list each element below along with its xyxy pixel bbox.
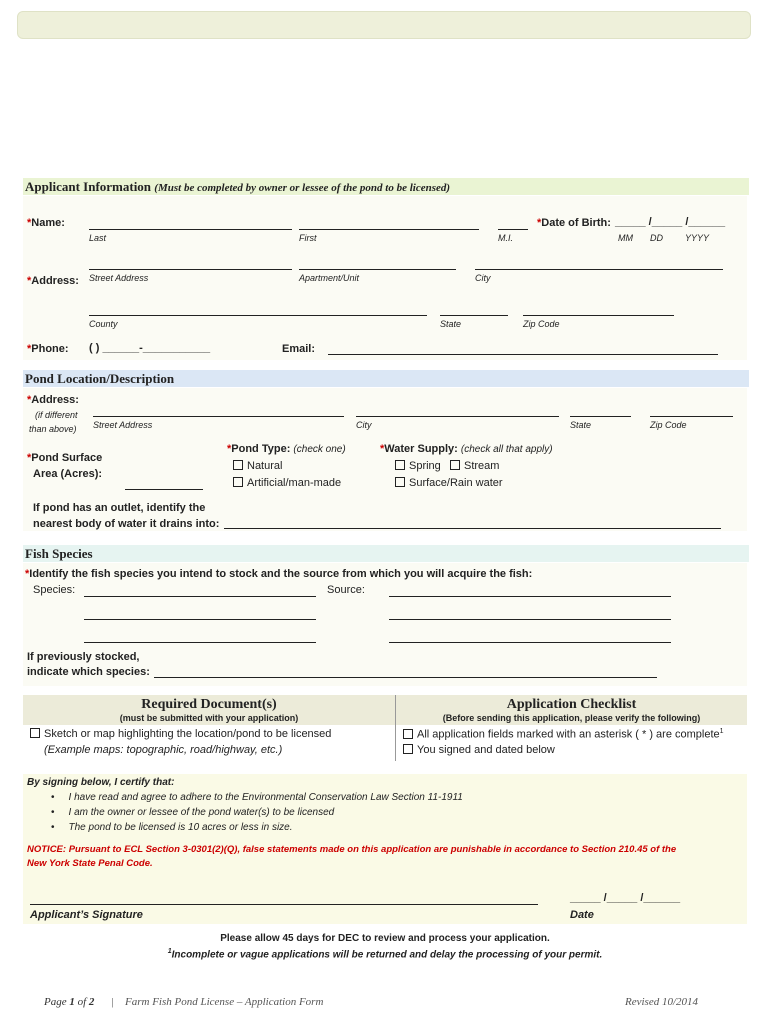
than-above-note: than above) bbox=[29, 424, 77, 434]
pond-sub-state: State bbox=[570, 420, 592, 430]
required-docs-subtitle: (must be submitted with your application) bbox=[119, 713, 299, 723]
checkbox-icon bbox=[403, 744, 413, 754]
if-different-note: (if different bbox=[35, 410, 78, 420]
previously-stocked-label-2: indicate which species: bbox=[27, 666, 150, 678]
allow-note: Please allow 45 days for DEC to review and process your application. bbox=[220, 933, 550, 944]
surface-label-1: Pond Surface bbox=[31, 452, 103, 464]
natural-checkbox[interactable] bbox=[233, 460, 282, 472]
page-number: Page 1 of 2 bbox=[44, 996, 95, 1008]
street-address-field[interactable] bbox=[89, 269, 292, 270]
bullet-icon: • bbox=[51, 822, 55, 833]
surface-label-2: Area (Acres): bbox=[33, 468, 103, 480]
notice-line-2: New York State Penal Code. bbox=[27, 858, 153, 869]
pond-sub-street: Street Address bbox=[93, 420, 153, 430]
water-supply-label: Water Supply: bbox=[384, 443, 458, 455]
email-field[interactable] bbox=[328, 354, 718, 355]
certify-bullet-text-3: The pond to be licensed is 10 acres or less in size. bbox=[68, 822, 293, 833]
surface-rain-checkbox[interactable] bbox=[395, 477, 503, 489]
species-field-1[interactable] bbox=[84, 596, 316, 597]
stream-checkbox[interactable] bbox=[450, 460, 499, 472]
middle-initial-field[interactable] bbox=[498, 229, 528, 230]
bullet-icon: • bbox=[51, 807, 55, 818]
asterisk-fields-checkbox[interactable] bbox=[403, 728, 724, 741]
apartment-field[interactable] bbox=[299, 269, 456, 270]
checkbox-icon bbox=[30, 728, 40, 738]
certify-bullet-3 bbox=[51, 822, 293, 833]
sub-mi: M.I. bbox=[498, 233, 513, 243]
surface-rain-label: Surface/Rain water bbox=[409, 477, 503, 489]
pond-section: *Address: (if different than above) Street Address City State Zip Code *Pond Surface Area (Acres): *Pond Type: (check one) Natural Artificial/man-made *Water Supply: (check all that apply) Spring Stream Surface/Rain water If pond has an outlet, identify the nearest body of water it drains into: bbox=[23, 388, 747, 531]
pond-type-hint: (check one) bbox=[293, 444, 346, 455]
fish-section: *Identify the fish species you intend to stock and the source from which you will acquire the fish: Species: Source: If previously stocked, indicate which species: bbox=[23, 563, 747, 686]
artificial-checkbox[interactable] bbox=[233, 477, 341, 489]
sub-dd: DD bbox=[650, 233, 663, 243]
checkbox-icon bbox=[403, 729, 413, 739]
checkbox-icon bbox=[233, 460, 243, 470]
form-name: Farm Fish Pond License – Application Form bbox=[125, 996, 324, 1008]
sub-street: Street Address bbox=[89, 273, 149, 283]
first-name-field[interactable] bbox=[299, 229, 479, 230]
applicant-section: *Name: *Date of Birth: _____ /_____ /______ Last First M.I. MM DD YYYY *Address: Street Address Apartment/Unit City County State Zip Code *Phone: ( ) ______-___________ Email: bbox=[23, 196, 747, 360]
sub-first: First bbox=[299, 233, 317, 243]
sub-apartment: Apartment/Unit bbox=[299, 273, 360, 283]
sub-yyyy: YYYY bbox=[685, 233, 710, 243]
dob-field[interactable]: _____ /_____ /______ bbox=[615, 216, 726, 228]
applicant-section-header bbox=[23, 178, 749, 195]
outlet-label-1: If pond has an outlet, identify the bbox=[33, 502, 206, 514]
certify-bullet-2 bbox=[51, 807, 334, 818]
checklist-title: Application Checklist bbox=[506, 697, 637, 712]
certify-bullet-1 bbox=[51, 792, 463, 803]
pond-city-field[interactable] bbox=[356, 416, 559, 417]
applicant-title: Applicant Information bbox=[25, 179, 152, 194]
signature-label: Applicant’s Signature bbox=[30, 909, 143, 921]
sub-mm: MM bbox=[618, 233, 633, 243]
pond-sub-city: City bbox=[356, 420, 372, 430]
artificial-label: Artificial/man-made bbox=[247, 477, 342, 489]
pond-street-field[interactable] bbox=[93, 416, 344, 417]
signature-field[interactable] bbox=[30, 904, 538, 905]
checkbox-icon bbox=[233, 477, 243, 487]
spring-checkbox[interactable] bbox=[395, 460, 441, 472]
example-maps-note: (Example maps: topographic, road/highway, etc.) bbox=[44, 744, 283, 756]
incomplete-footnote-mark: 1 bbox=[167, 948, 172, 955]
source-field-3[interactable] bbox=[389, 642, 671, 643]
species-field-2[interactable] bbox=[84, 619, 316, 620]
previously-stocked-label-1: If previously stocked, bbox=[27, 651, 140, 663]
checklist-subtitle: (Before sending this application, please verify the following) bbox=[442, 713, 701, 723]
required-docs-title: Required Document(s) bbox=[141, 697, 277, 712]
county-field[interactable] bbox=[89, 315, 427, 316]
pond-title: Pond Location/Description bbox=[25, 371, 175, 386]
asterisk-fields-label: All application fields marked with an asterisk ( * ) are complete bbox=[417, 728, 720, 741]
species-field-3[interactable] bbox=[84, 642, 316, 643]
signed-dated-label: You signed and dated below bbox=[417, 744, 555, 756]
fish-section-header bbox=[23, 545, 749, 562]
pond-zip-field[interactable] bbox=[650, 416, 733, 417]
notice-line-1: NOTICE: Pursuant to ECL Section 3-0301(2)(Q), false statements made on this application are punishable in accordance to Section 210.45 of the bbox=[27, 844, 677, 855]
signature-date-field[interactable]: _____ /_____ /______ bbox=[570, 892, 681, 904]
pond-sub-zip: Zip Code bbox=[650, 420, 687, 430]
source-label: Source: bbox=[327, 584, 365, 596]
stream-label: Stream bbox=[464, 460, 500, 472]
incomplete-text: Incomplete or vague applications will be returned and delay the processing of your permit. bbox=[171, 949, 603, 961]
phone-label: Phone: bbox=[31, 343, 69, 355]
species-label: Species: bbox=[33, 584, 76, 596]
applicant-note: (Must be completed by owner or lessee of the pond to be licensed) bbox=[154, 182, 451, 194]
checkbox-icon bbox=[450, 460, 460, 470]
pond-state-field[interactable] bbox=[570, 416, 631, 417]
certify-bullet-text-1: I have read and agree to adhere to the Environmental Conservation Law Section 11-1911 bbox=[68, 792, 463, 803]
certify-bullet-text-2: I am the owner or lessee of the pond water(s) to be licensed bbox=[68, 807, 335, 818]
spring-label: Spring bbox=[409, 460, 441, 472]
certify-intro: By signing below, I certify that: bbox=[27, 777, 175, 788]
outlet-label-2: nearest body of water it drains into: bbox=[33, 518, 220, 530]
pond-address-label: Address: bbox=[31, 394, 79, 406]
email-label: Email: bbox=[282, 343, 316, 355]
sketch-map-checkbox[interactable] bbox=[30, 728, 331, 740]
form-header-bar bbox=[17, 11, 751, 39]
city-field[interactable] bbox=[475, 269, 723, 270]
fish-title: Fish Species bbox=[25, 546, 93, 561]
sub-state: State bbox=[440, 319, 462, 329]
signed-dated-checkbox[interactable] bbox=[403, 744, 555, 756]
footer-divider: | bbox=[111, 996, 115, 1008]
footnote-mark: 1 bbox=[719, 728, 724, 735]
incomplete-note bbox=[0, 948, 770, 960]
sketch-map-label: Sketch or map highlighting the location/pond to be licensed bbox=[44, 728, 332, 740]
phone-field[interactable]: ( ) ______-___________ bbox=[89, 342, 211, 354]
name-label: Name: bbox=[31, 217, 65, 229]
pond-section-header bbox=[23, 370, 749, 387]
source-field-2[interactable] bbox=[389, 619, 671, 620]
water-supply-hint: (check all that apply) bbox=[460, 444, 553, 455]
address-label: Address: bbox=[31, 275, 79, 287]
date-label: Date bbox=[570, 909, 594, 921]
sub-city: City bbox=[475, 273, 491, 283]
natural-label: Natural bbox=[247, 460, 283, 472]
pond-type-label: Pond Type: bbox=[231, 443, 291, 455]
dob-label: Date of Birth: bbox=[541, 217, 611, 229]
zip-field[interactable] bbox=[523, 315, 674, 316]
sub-county: County bbox=[89, 319, 118, 329]
sub-zip: Zip Code bbox=[523, 319, 560, 329]
checkbox-icon bbox=[395, 460, 405, 470]
sub-last: Last bbox=[89, 233, 107, 243]
revised-date: Revised 10/2014 bbox=[625, 996, 699, 1008]
checkbox-icon bbox=[395, 477, 405, 487]
outlet-water-field[interactable] bbox=[224, 528, 721, 529]
previous-species-field[interactable] bbox=[154, 677, 657, 678]
bullet-icon: • bbox=[51, 792, 55, 803]
fish-instruction: Identify the fish species you intend to stock and the source from which you will acquire the fish: bbox=[29, 568, 533, 580]
last-name-field[interactable] bbox=[89, 229, 292, 230]
source-field-1[interactable] bbox=[389, 596, 671, 597]
state-field[interactable] bbox=[440, 315, 508, 316]
surface-area-field[interactable] bbox=[125, 489, 203, 490]
